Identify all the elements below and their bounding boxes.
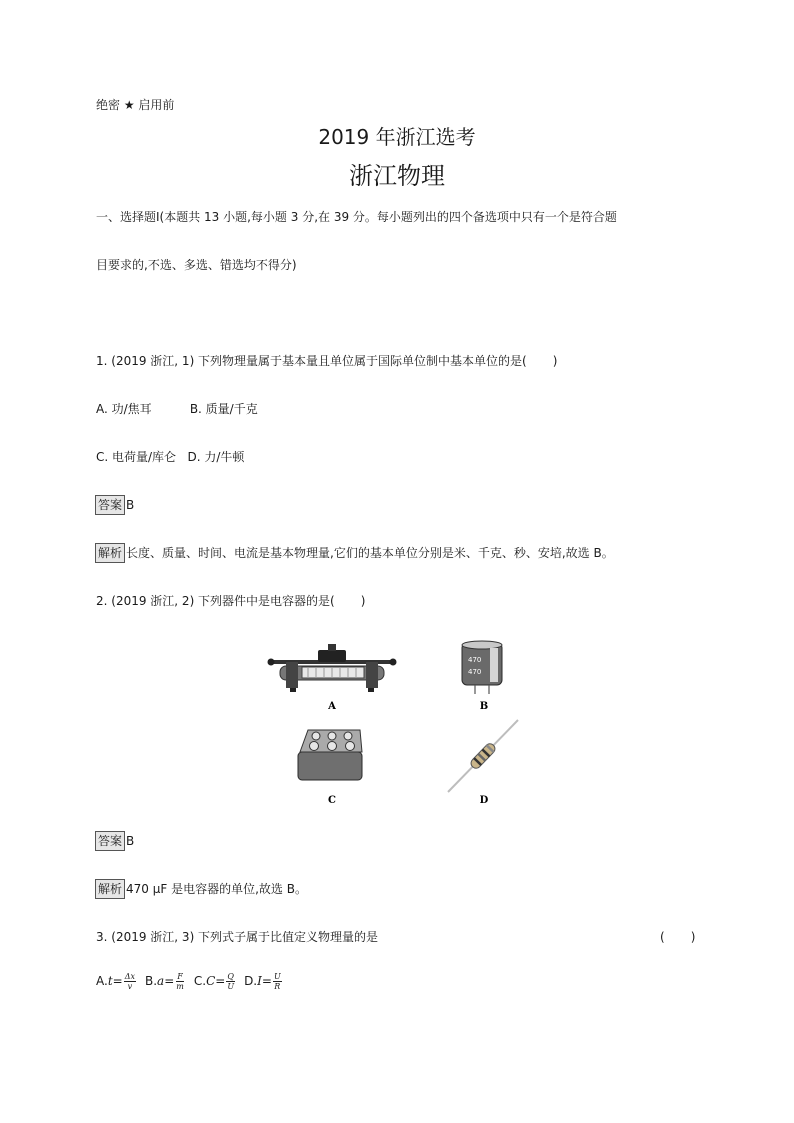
q3-option-b: B.a= $\frac{F}{m}$	[145, 972, 184, 991]
q2-paren-close: )	[360, 594, 366, 608]
q3-option-c: C.C= $\frac{Q}{U}$	[193, 972, 235, 991]
q1-stem	[96, 353, 557, 369]
resistor-image	[448, 720, 518, 792]
section-instructions-line-1: 一、选择题I(本题共 13 小题,每小题 3 分,在 39 分。每小题列出的四个备选项中只有一个是符合题	[96, 210, 617, 224]
figure-label-d: D	[479, 795, 489, 806]
option-lhs: C	[206, 974, 216, 988]
fraction-numerator: Δx	[124, 972, 135, 981]
figure-label-c: C	[328, 795, 336, 806]
option-fraction	[124, 972, 136, 991]
option-label: A.	[96, 974, 108, 988]
option-lhs: a	[157, 974, 165, 988]
q3-option-d: D.I= $\frac{U}{R}$	[244, 972, 281, 991]
q1-options-cd: C. 电荷量/库仑 D. 力/牛顿	[96, 450, 245, 464]
q1-answer-value: B	[126, 498, 135, 512]
q1-paren-close: )	[552, 354, 558, 368]
q2-answer	[95, 831, 134, 851]
fraction-numerator: F	[177, 972, 183, 981]
fraction-numerator: U	[273, 972, 281, 981]
fraction-numerator: Q	[227, 972, 234, 981]
option-lhs: t	[107, 974, 113, 988]
q3-answer-paren	[660, 929, 695, 945]
exam-subject: 浙江物理	[349, 162, 445, 190]
q3-stem: 3. (2019 浙江, 3) 下列式子属于比值定义物理量的是	[96, 930, 379, 944]
fraction-denominator: m	[176, 982, 184, 991]
q1-options-ab: A. 功/焦耳 B. 质量/千克	[96, 402, 258, 416]
q2-analysis-text: 470 μF 是电容器的单位,故选 B。	[126, 882, 307, 896]
figure-label-b: B	[479, 701, 489, 712]
q1-stem-text: 1. (2019 浙江, 1) 下列物理量属于基本量且单位属于国际单位制中基本单位的是(	[96, 354, 527, 368]
option-fraction	[273, 972, 282, 991]
rheostat-image	[268, 644, 397, 692]
q2-answer-value: B	[126, 834, 135, 848]
option-lhs: I	[257, 974, 262, 988]
q2-stem-text: 2. (2019 浙江, 2) 下列器件中是电容器的是(	[96, 594, 335, 608]
q1-answer	[95, 495, 134, 515]
q2-stem	[96, 593, 365, 609]
option-label: B.	[145, 974, 158, 988]
exam-title: 2019 年浙江选考	[318, 125, 476, 149]
answer-label: 答案	[95, 831, 125, 851]
section-instructions-line-2: 目要求的,不选、多选、错选均不得分)	[96, 258, 297, 272]
fraction-denominator: R	[274, 982, 281, 991]
q3-option-a: A.t= $\frac{\Delta x}{v}$	[96, 972, 135, 991]
option-label: C.	[193, 974, 207, 988]
analysis-label: 解析	[95, 879, 125, 899]
fraction-denominator: U	[227, 982, 235, 991]
q2-figure	[262, 640, 532, 812]
resistance-box-image	[298, 730, 362, 780]
capacitor-marking-bottom: 470	[468, 668, 482, 676]
capacitor-image	[462, 641, 502, 694]
q3-paren-open: (	[660, 930, 665, 944]
confidential-mark: 绝密 ★ 启用前	[96, 98, 175, 112]
option-fraction	[226, 972, 235, 991]
q2-analysis	[95, 879, 307, 899]
fraction-denominator: v	[127, 982, 133, 991]
analysis-label: 解析	[95, 543, 125, 563]
q3-paren-close: )	[690, 930, 696, 944]
option-label: D.	[244, 974, 258, 988]
answer-label: 答案	[95, 495, 125, 515]
figure-label-a: A	[328, 701, 336, 712]
q3-options	[96, 972, 283, 991]
q1-analysis-text: 长度、质量、时间、电流是基本物理量,它们的基本单位分别是米、千克、秒、安培,故选 B。	[126, 546, 614, 560]
q1-analysis	[95, 543, 614, 563]
option-fraction	[175, 972, 185, 991]
capacitor-marking-top: 470	[468, 656, 482, 664]
